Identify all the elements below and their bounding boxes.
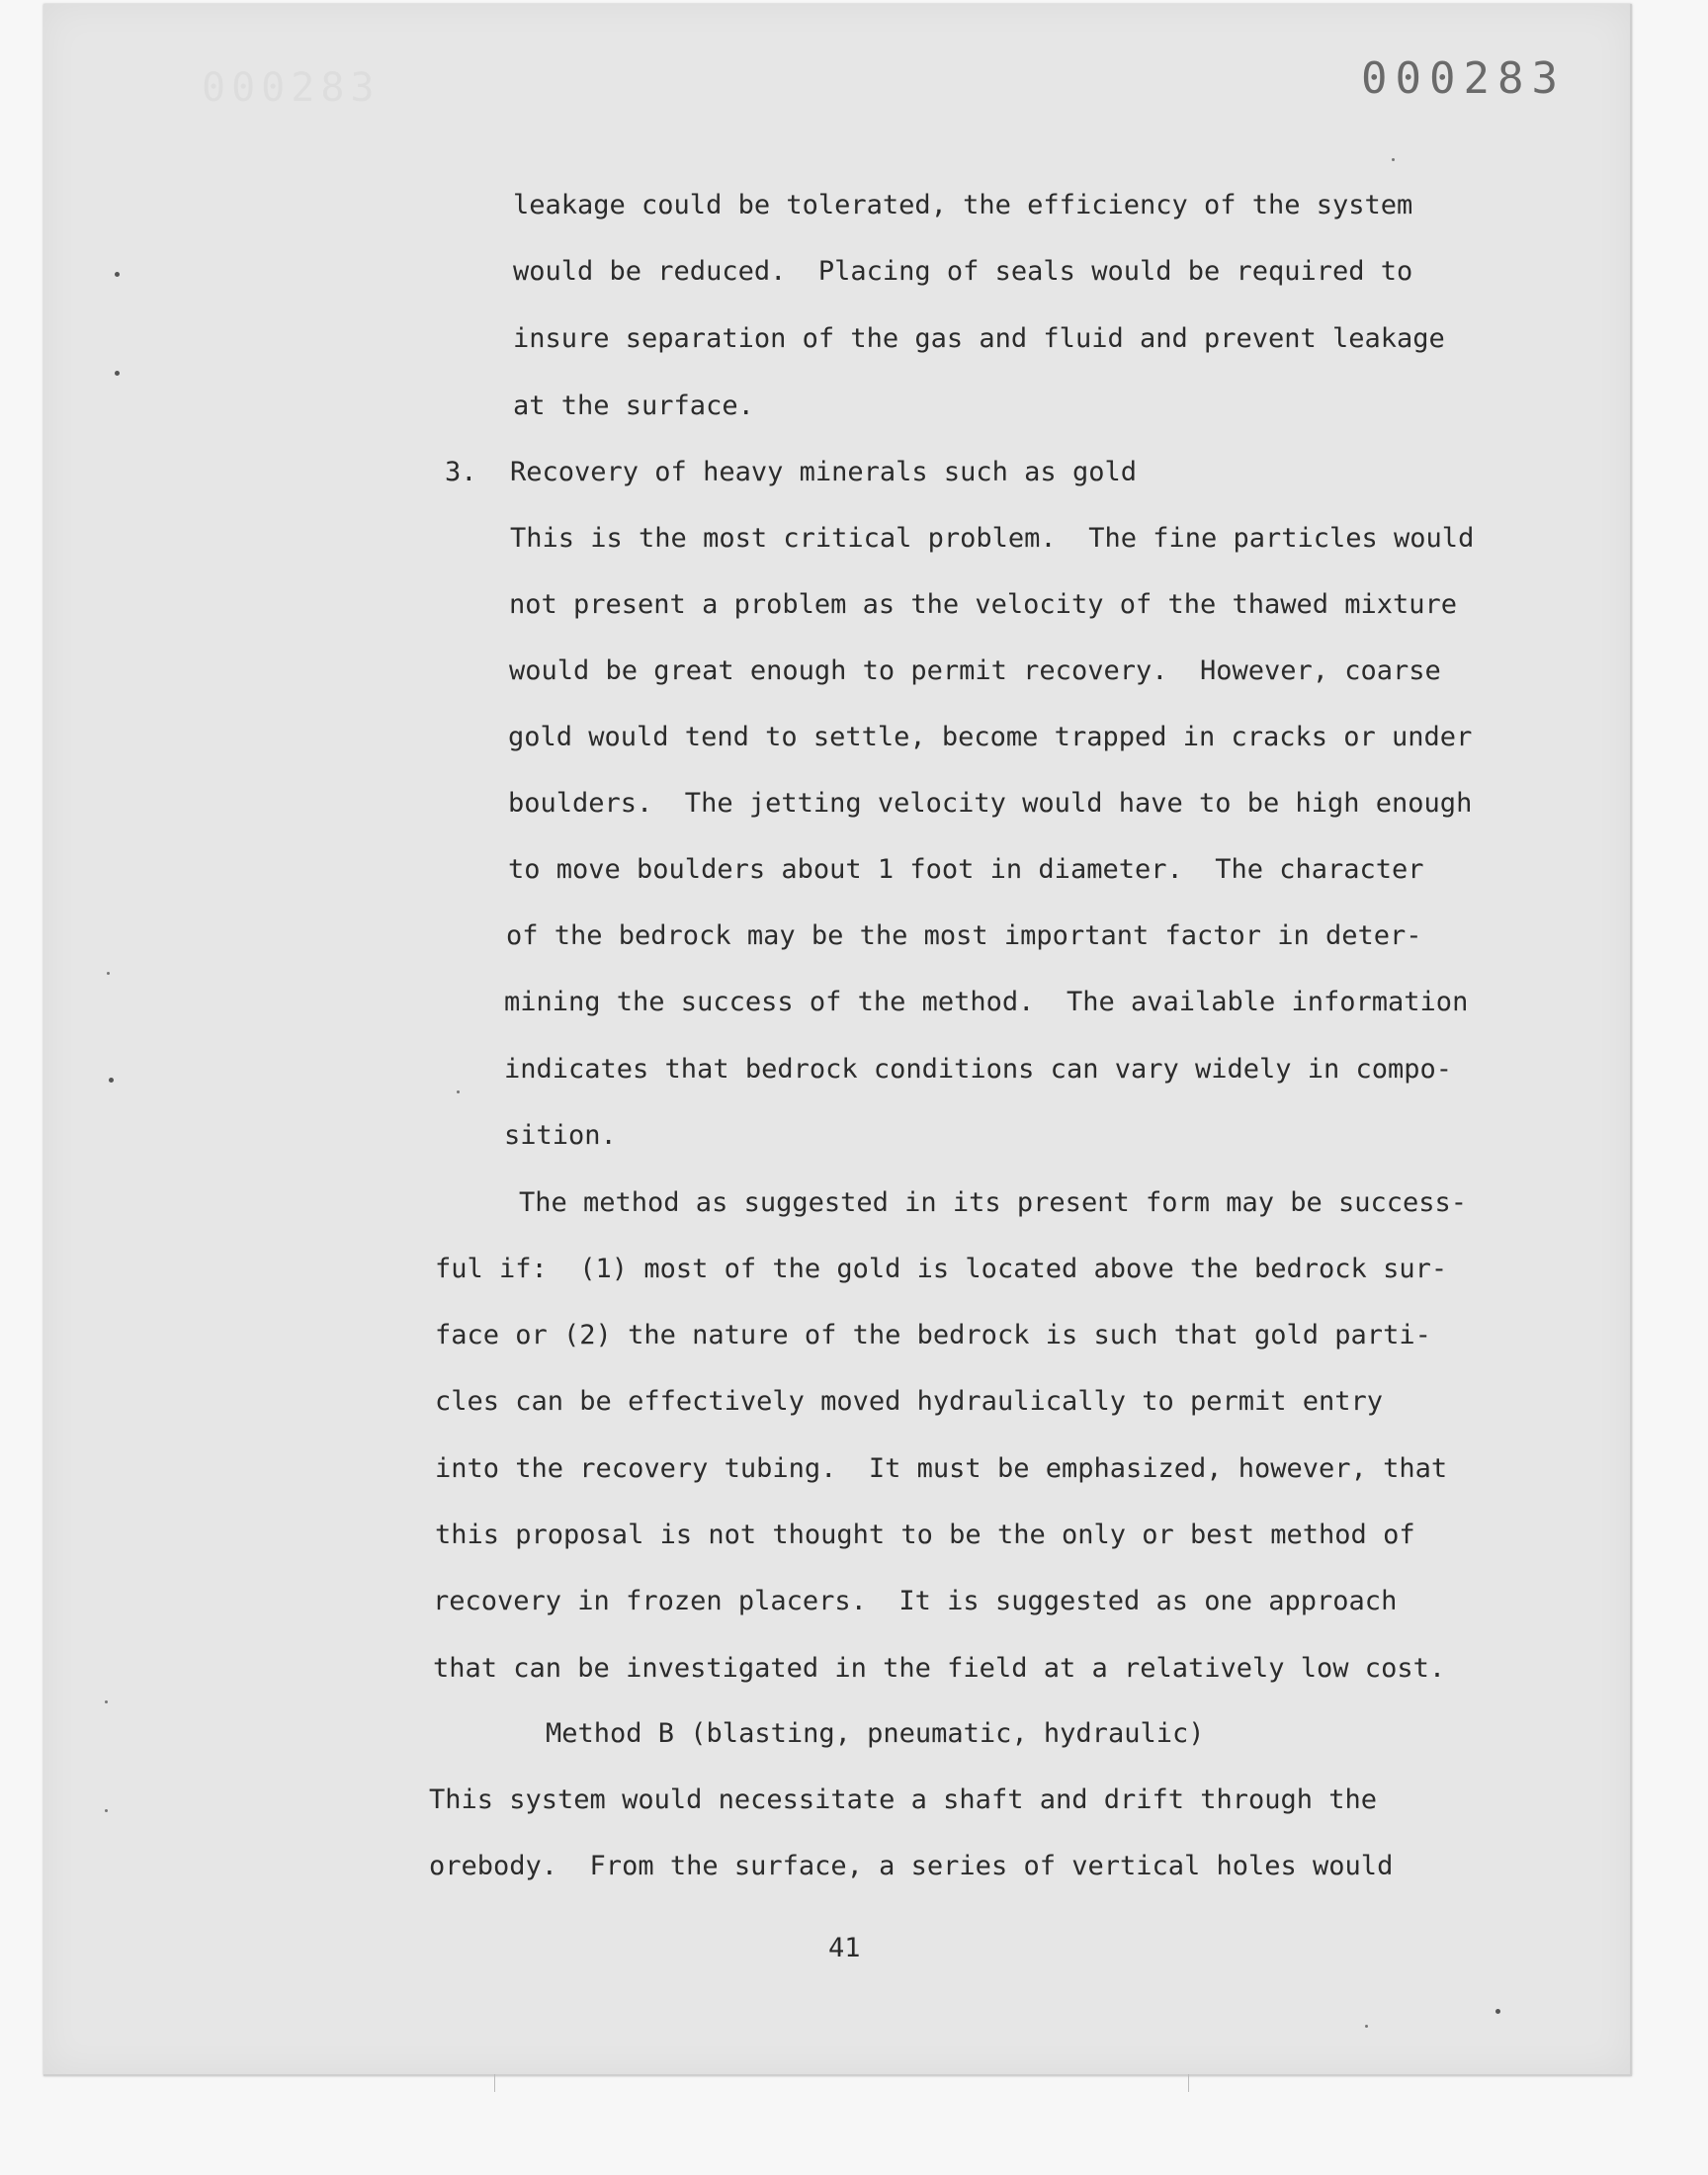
scan-speck [115, 272, 120, 277]
section-heading: Method B (blasting, pneumatic, hydraulic) [546, 1718, 1205, 1749]
text-line: leakage could be tolerated, the efficiency of the system [513, 190, 1413, 220]
scan-edge-mark [1188, 2074, 1189, 2092]
scan-speck [1365, 2025, 1368, 2028]
text-line: would be great enough to permit recovery. However, coarse [509, 655, 1441, 686]
text-line: to move boulders about 1 foot in diameter. The character [508, 854, 1424, 885]
document-stamp-number: 000283 [1361, 53, 1566, 104]
scan-speck [1495, 2009, 1500, 2014]
scan-speck [1392, 158, 1395, 161]
text-line: at the surface. [513, 391, 754, 421]
text-line: boulders. The jetting velocity would have to be high enough [508, 788, 1473, 819]
text-line: ful if: (1) most of the gold is located above the bedrock sur- [435, 1254, 1448, 1284]
text-line: that can be investigated in the field at a relatively low cost. [433, 1653, 1446, 1684]
text-line: gold would tend to settle, become trapped in cracks or under [508, 722, 1473, 752]
scan-speck [107, 972, 110, 975]
bleed-through-number: 000283 [202, 65, 381, 111]
text-line: This is the most critical problem. The fine particles would [510, 523, 1475, 554]
text-line: of the bedrock may be the most important factor in deter- [506, 920, 1422, 951]
scan-speck [109, 1078, 114, 1083]
list-marker: 3. [445, 457, 477, 487]
scan-speck [457, 1090, 460, 1093]
text-line: mining the success of the method. The available information [504, 987, 1469, 1017]
text-line: indicates that bedrock conditions can vary widely in compo- [504, 1054, 1453, 1085]
scan-speck [115, 371, 120, 376]
text-line: sition. [504, 1120, 617, 1151]
text-line: not present a problem as the velocity of the thawed mixture [509, 589, 1458, 620]
text-line: this proposal is not thought to be the only or best method of [435, 1520, 1415, 1550]
scan-speck [105, 1700, 108, 1703]
text-line: insure separation of the gas and fluid and prevent leakage [513, 323, 1445, 354]
text-line: This system would necessitate a shaft and drift through the [429, 1784, 1378, 1815]
text-line: face or (2) the nature of the bedrock is such that gold parti- [435, 1320, 1431, 1350]
page-number: 41 [828, 1933, 861, 1963]
text-line: into the recovery tubing. It must be emphasized, however, that [435, 1453, 1448, 1484]
text-line: would be reduced. Placing of seals would be required to [513, 256, 1413, 287]
text-line: The method as suggested in its present form may be success- [519, 1187, 1468, 1218]
scan-edge-mark [494, 2074, 495, 2092]
document-page [43, 4, 1632, 2076]
text-line: orebody. From the surface, a series of vertical holes would [429, 1851, 1394, 1881]
list-item-heading: Recovery of heavy minerals such as gold [510, 457, 1137, 487]
text-line: cles can be effectively moved hydraulically to permit entry [435, 1386, 1384, 1417]
text-line: recovery in frozen placers. It is suggested as one approach [433, 1586, 1398, 1616]
scan-speck [105, 1809, 108, 1812]
